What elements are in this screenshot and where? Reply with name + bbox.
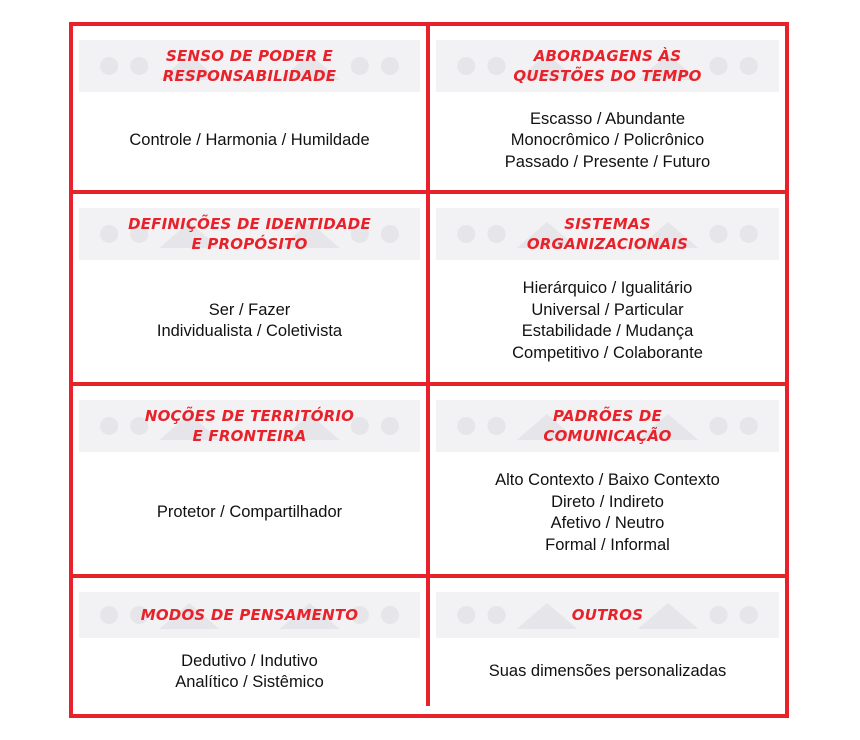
cell-title-line: QUESTÕES DO TEMPO xyxy=(513,67,702,85)
cell-body xyxy=(430,638,785,706)
cell-item: Protetor / Compartilhador xyxy=(156,503,343,522)
cell-item: Afetivo / Neutro xyxy=(550,514,665,532)
cell-communication-patterns xyxy=(430,386,785,578)
cell-title-line: RESPONSABILIDADE xyxy=(162,67,337,85)
cell-title-line: COMUNICAÇÃO xyxy=(543,427,672,445)
cell-title-line: E FRONTEIRA xyxy=(192,427,307,445)
cell-item: Competitivo / Colaborante xyxy=(512,343,703,362)
cell-header xyxy=(79,592,420,638)
cell-title-line: SISTEMAS xyxy=(564,215,651,233)
cell-item: Individualista / Coletivista xyxy=(156,322,343,340)
cell-thinking-modes xyxy=(73,578,430,706)
cell-item: Monocrômico / Policrônico xyxy=(510,131,705,150)
cell-item: Passado / Presente / Futuro xyxy=(504,152,711,171)
cell-title-line: ORGANIZACIONAIS xyxy=(526,235,689,253)
cell-body xyxy=(73,92,426,190)
cell-others xyxy=(430,578,785,706)
cell-item: Dedutivo / Indutivo xyxy=(181,651,318,670)
cell-item: Estabilidade / Mudança xyxy=(521,322,694,340)
cell-organizational-systems xyxy=(430,194,785,386)
cell-item: Ser / Fazer xyxy=(208,300,291,319)
cell-header xyxy=(436,400,779,452)
cell-item: Escasso / Abundante xyxy=(529,109,686,128)
cell-header xyxy=(436,40,779,92)
cell-header xyxy=(436,208,779,260)
cell-item: Hierárquico / Igualitário xyxy=(522,279,693,297)
cell-title-line: MODOS DE PENSAMENTO xyxy=(140,606,359,624)
cell-header xyxy=(79,40,420,92)
cell-body xyxy=(73,638,426,706)
cell-item: Suas dimensões personalizadas xyxy=(488,662,727,681)
cell-header xyxy=(79,400,420,452)
cell-title-line: DEFINIÇÕES DE IDENTIDADE xyxy=(128,215,371,233)
cell-body xyxy=(430,452,785,574)
cell-body xyxy=(430,92,785,190)
cell-title-line: ABORDAGENS ÀS xyxy=(533,47,682,65)
dimensions-grid xyxy=(69,22,789,718)
cell-time-approaches xyxy=(430,26,785,194)
cell-title-line: NOÇÕES DE TERRITÓRIO xyxy=(144,407,355,425)
cell-territory-border xyxy=(73,386,430,578)
cell-item: Universal / Particular xyxy=(531,300,684,319)
cell-power-responsibility xyxy=(73,26,430,194)
cell-title-line: OUTROS xyxy=(571,606,644,624)
cell-item: Formal / Informal xyxy=(545,535,670,554)
cell-title-line: SENSO DE PODER E xyxy=(166,47,333,65)
cell-title-line: E PROPÓSITO xyxy=(191,235,308,253)
cell-identity-purpose xyxy=(73,194,430,386)
cell-item: Analítico / Sistêmico xyxy=(175,673,324,691)
cell-item: Controle / Harmonia / Humildade xyxy=(129,131,370,150)
cell-body xyxy=(73,452,426,574)
cell-item: Alto Contexto / Baixo Contexto xyxy=(495,471,720,489)
cell-header xyxy=(79,208,420,260)
cell-body xyxy=(430,260,785,382)
cell-item: Direto / Indireto xyxy=(551,492,664,511)
cell-body xyxy=(73,260,426,382)
cell-title-line: PADRÕES DE xyxy=(553,407,662,425)
cell-header xyxy=(436,592,779,638)
